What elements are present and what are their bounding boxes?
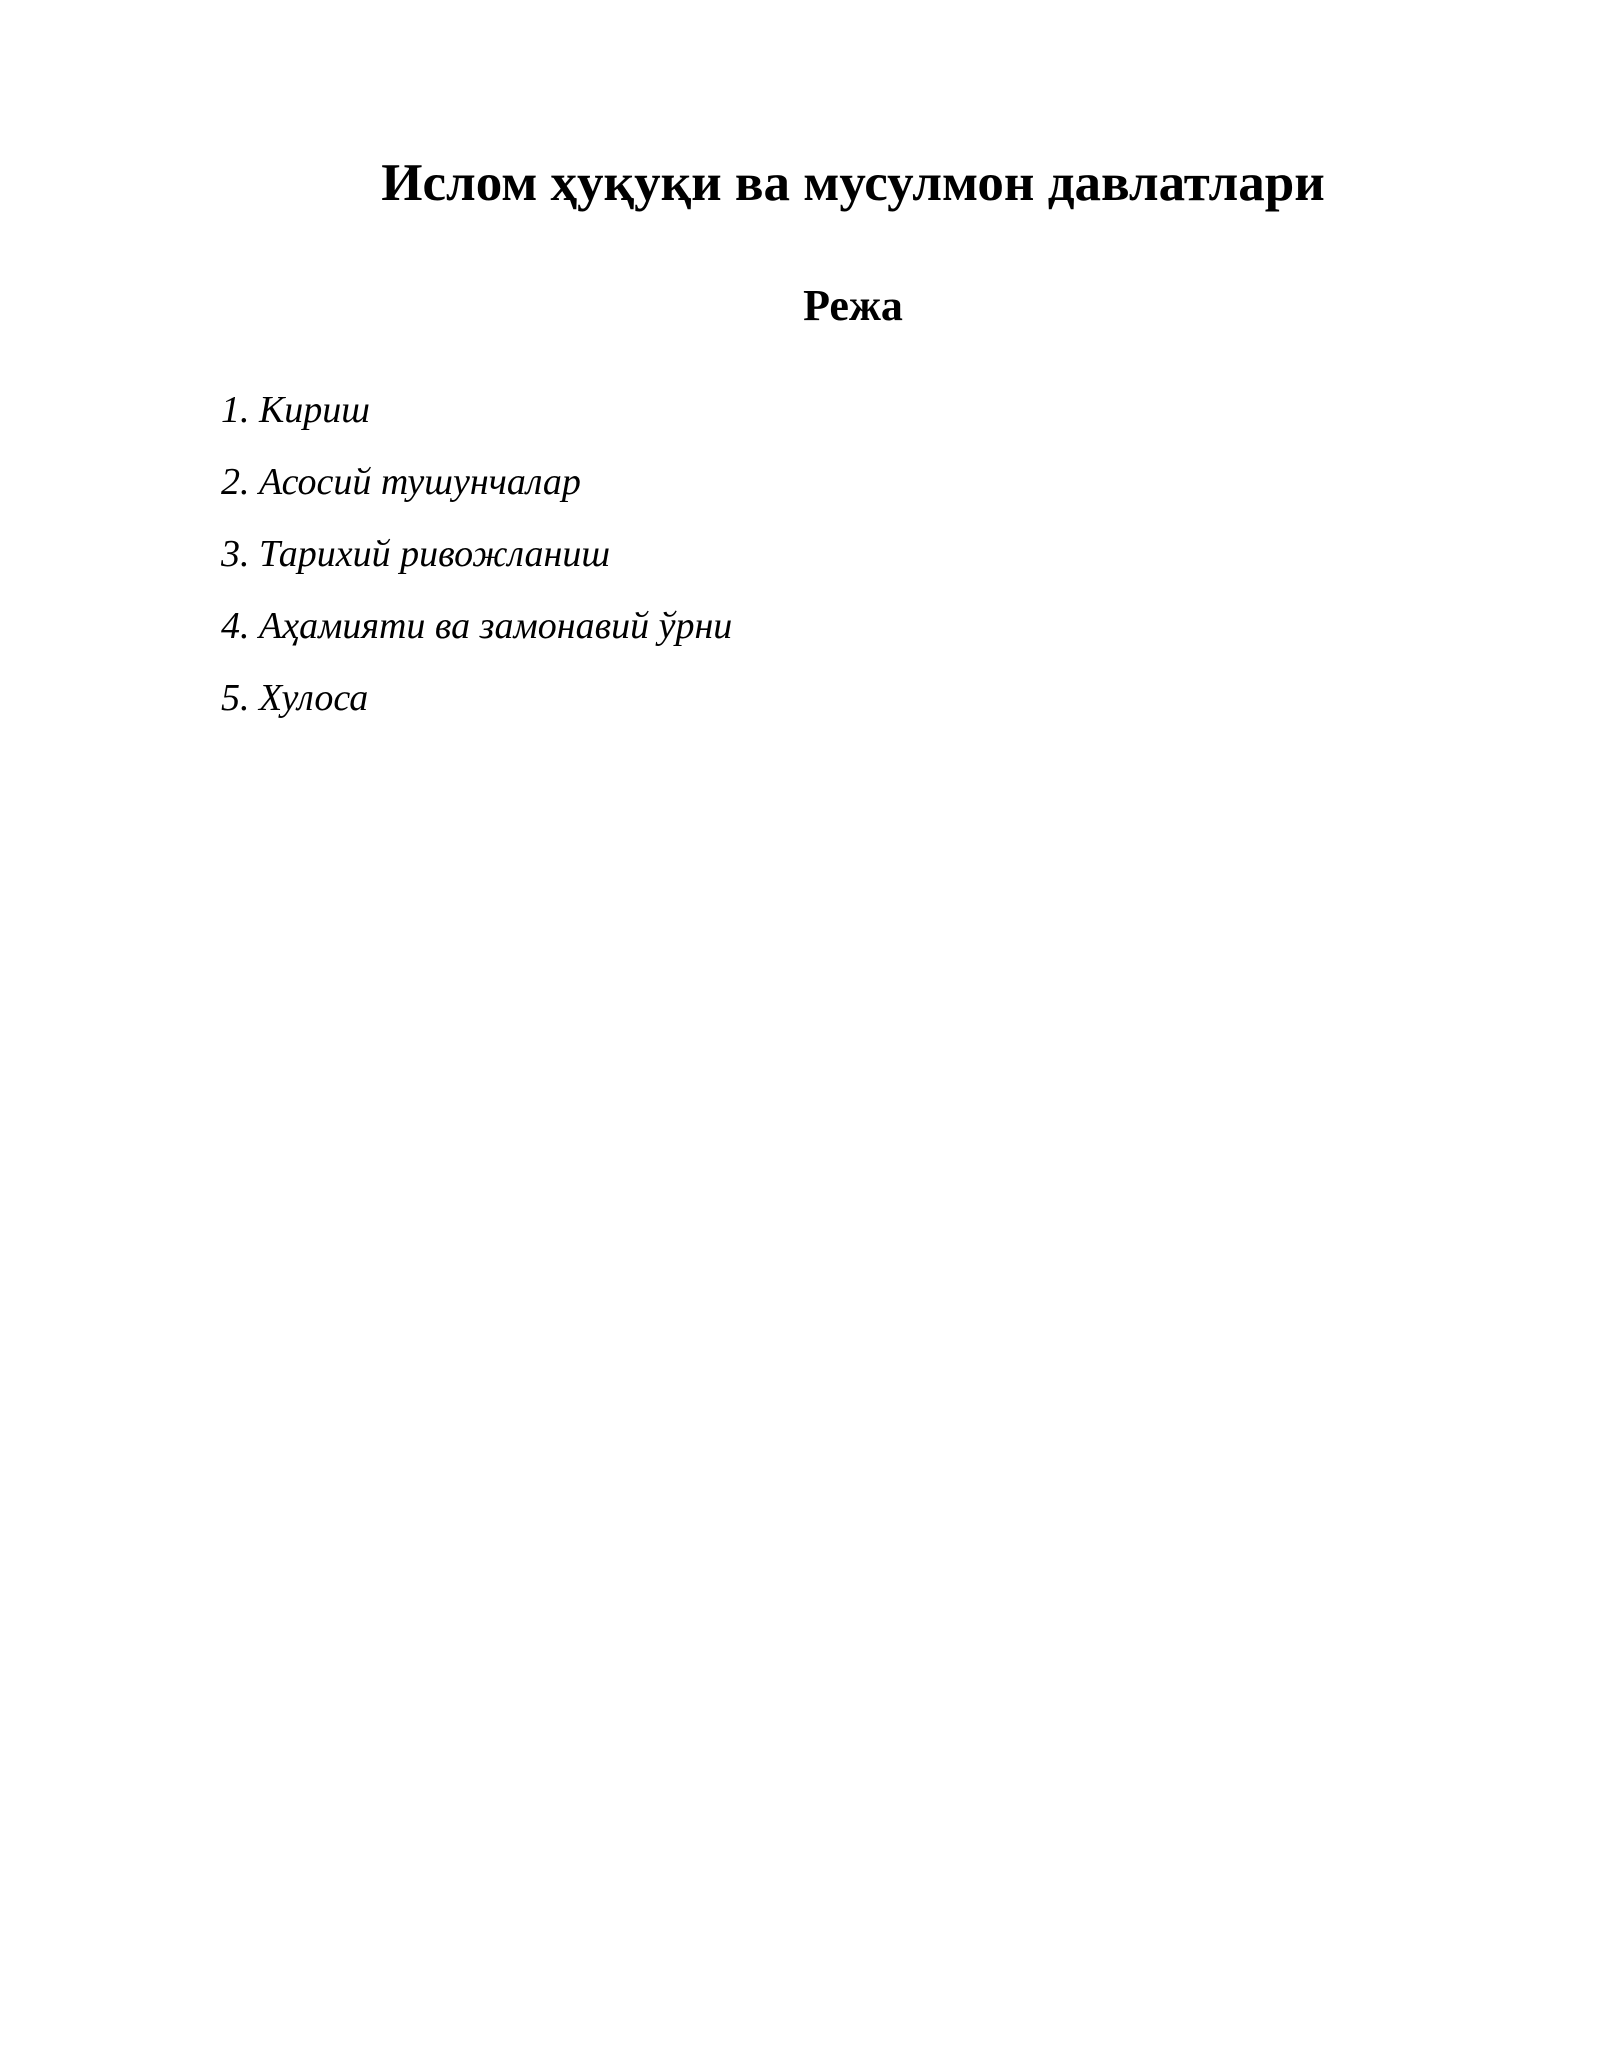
document-title: Ислом ҳуқуқи ва мусулмон давлатлари: [381, 154, 1325, 212]
plan-item: 5. Хулоса: [221, 677, 369, 719]
plan-heading: Режа: [803, 281, 903, 330]
plan-item: 3. Тарихий ривожланиш: [221, 533, 611, 575]
plan-list: [221, 386, 732, 746]
plan-item: 1. Кириш: [221, 389, 370, 431]
plan-item: 4. Аҳамияти ва замонавий ўрни: [221, 605, 733, 647]
plan-item: 2. Асосий тушунчалар: [221, 461, 581, 503]
